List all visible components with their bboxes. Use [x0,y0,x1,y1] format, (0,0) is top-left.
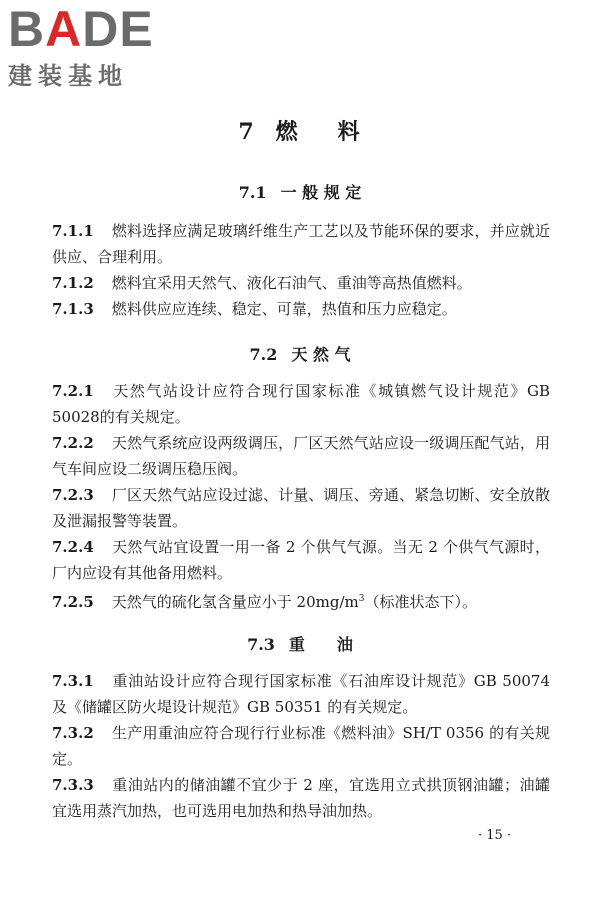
clause-number: 7.3.2 [52,724,94,742]
chapter-title-part1: 燃 [275,119,300,145]
section-number: 7.1 [238,183,267,202]
chapter-number: 7 [238,119,256,145]
clause-text-after: （标准状态下）。 [364,593,477,611]
clause-text-before: 天然气的硫化氢含量应小于 20mg/m [111,593,359,611]
clause-text: 天然气系统应设两级调压，厂区天然气站应设一级调压配气站，用气车间应设二级调压稳压阀。 [52,434,550,478]
clause-number: 7.1.1 [52,222,94,240]
clause-7-2-5 [52,586,550,615]
bade-logo [8,1,173,91]
chapter-title-part2: 料 [337,119,362,145]
section-heading-7-2 [0,342,600,365]
clause-text: 燃料供应应连续、稳定、可靠，热值和压力应稳定。 [111,300,457,318]
clause-7-2-2 [52,430,550,482]
clause-number: 7.2.5 [52,593,94,611]
clause-number: 7.1.2 [52,274,94,292]
section-title: 天 然 气 [291,345,351,364]
clause-text: 天然气站设计应符合现行国家标准《城镇燃气设计规范》GB 50028的有关规定。 [52,382,550,426]
logo-letter-a: A [45,1,83,57]
logo-subtitle: 建装基地 [8,62,128,90]
section-number: 7.3 [247,635,275,654]
page-number: · 15 · [478,828,512,843]
clause-text: 生产用重油应符合现行行业标准《燃料油》SH/T 0356 的有关规定。 [52,724,550,768]
clause-superscript: 3 [358,594,365,604]
clause-7-2-4 [52,534,550,586]
clause-text: 燃料选择应满足玻璃纤维生产工艺以及节能环保的要求，并应就近供应、合理利用。 [52,222,550,266]
clause-number: 7.3.1 [52,672,94,690]
logo-wordmark [8,1,173,57]
section-title: 重 油 [288,635,353,654]
section-title: 一 般 规 定 [280,183,362,202]
clause-number: 7.2.3 [52,486,94,504]
clause-number: 7.1.3 [52,300,94,318]
clause-7-3-2 [52,720,550,772]
logo-letters-de: DE [82,1,154,57]
section-number: 7.2 [249,345,278,364]
clause-7-2-3 [52,482,550,534]
clause-number: 7.3.3 [52,776,94,794]
clause-7-2-1 [52,378,550,430]
chapter-title [0,115,600,146]
clause-number: 7.2.1 [52,382,94,400]
clause-text: 燃料宜采用天然气、液化石油气、重油等高热值燃料。 [111,274,472,292]
clause-text: 重油站设计应符合现行国家标准《石油库设计规范》GB 50074 及《储罐区防火堤设计规范》GB 50351 的有关规定。 [52,672,550,716]
clause-number: 7.2.2 [52,434,94,452]
clause-text: 厂区天然气站应设过滤、计量、调压、旁通、紧急切断、安全放散及泄漏报警等装置。 [52,486,550,530]
clause-text: 重油站内的储油罐不宜少于 2 座，宜选用立式拱顶钢油罐；油罐宜选用蒸汽加热，也可选用电加热和热导油加热。 [52,776,550,820]
clause-7-1-2 [52,270,550,296]
clause-number: 7.2.4 [52,538,94,556]
clause-text: 天然气站宜设置一用一备 2 个供气气源。当无 2 个供气气源时，厂内应设有其他备用燃料。 [52,538,550,582]
clause-7-3-1 [52,668,550,720]
clause-7-1-1 [52,218,550,270]
section-heading-7-1 [0,180,600,203]
clause-7-1-3 [52,296,550,322]
logo-letter-b: B [8,1,46,57]
clause-7-3-3 [52,772,550,824]
section-heading-7-3 [0,632,600,655]
